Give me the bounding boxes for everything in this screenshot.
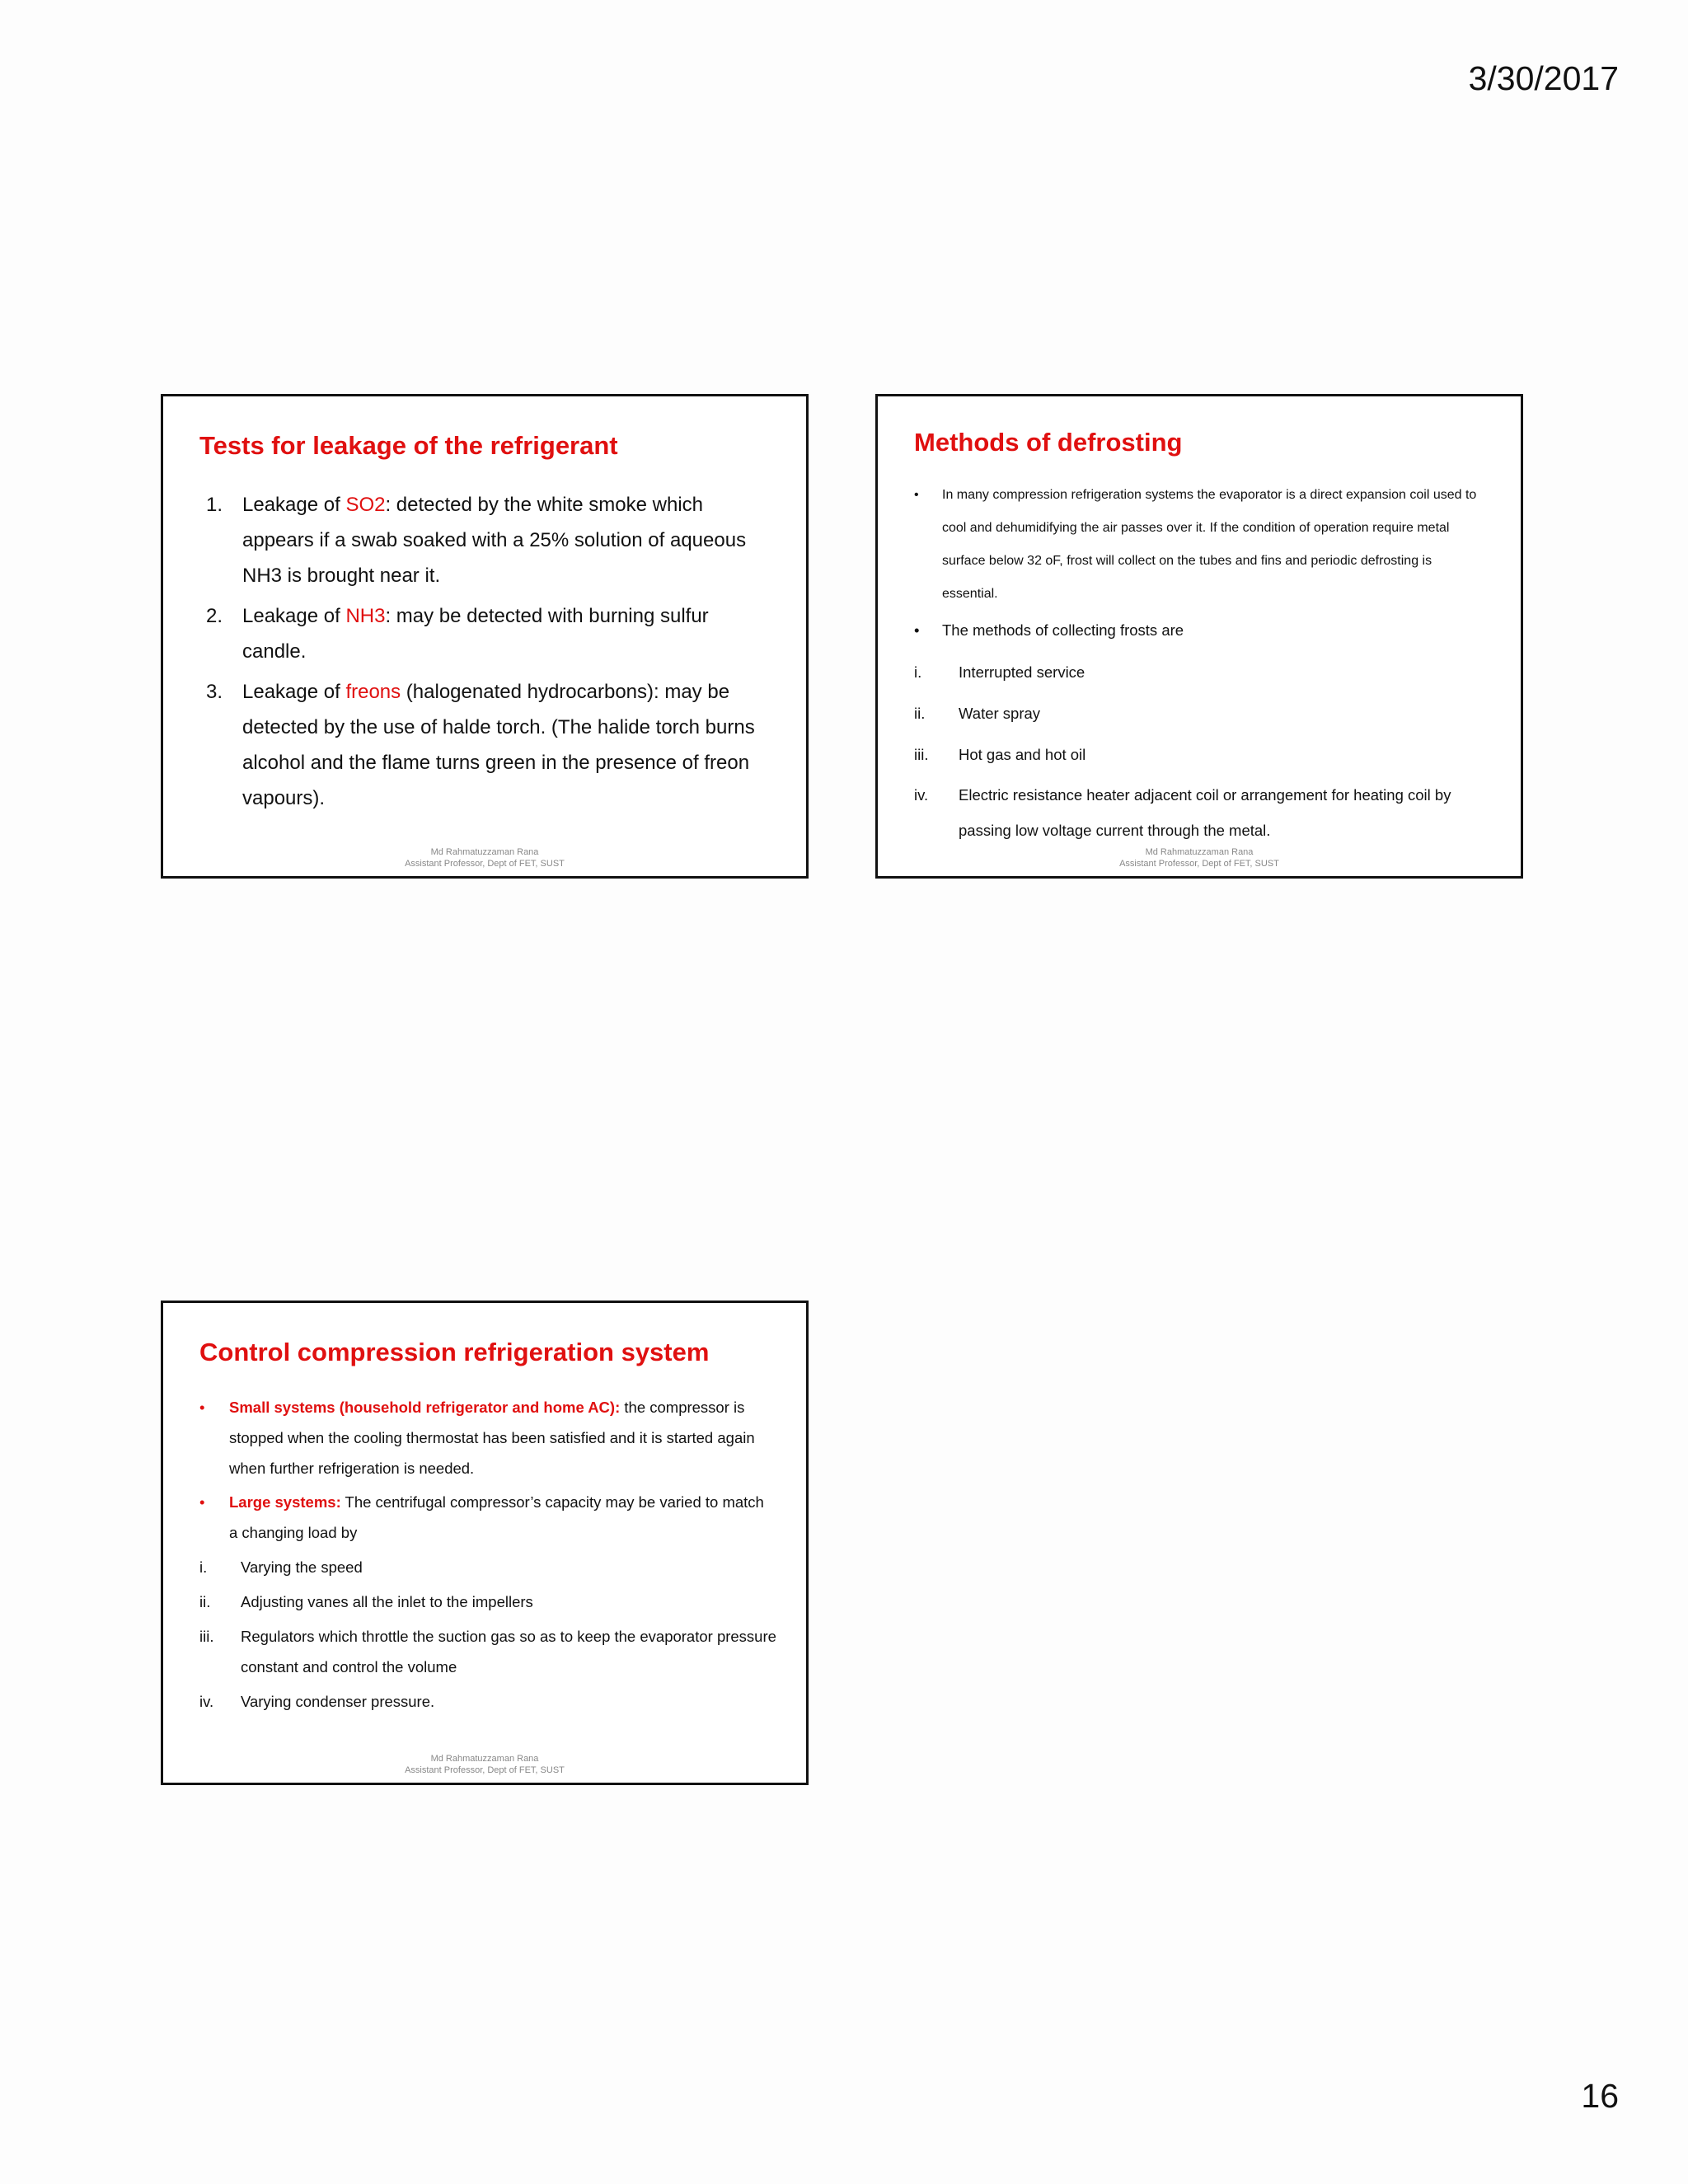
slide-title: Control compression refrigeration system [199, 1338, 710, 1366]
author-role: Assistant Professor, Dept of FET, SUST [405, 859, 565, 869]
item-number: iv. [914, 786, 929, 804]
bullet-label: Small systems (household refrigerator and home AC): [229, 1399, 621, 1416]
slide-footer [163, 1753, 806, 1776]
item-text: Leakage of NH3: may be detected with burning sulfur candle. [242, 605, 709, 663]
item-number: ii. [199, 1593, 211, 1610]
item-text: Leakage of freons (halogenated hydrocarbons): may be detected by the use of halde torch. (The halide torch burns alcohol and the flame turns green in the presence of freon vapours). [242, 681, 755, 809]
bullet-text: In many compression refrigeration systems the evaporator is a direct expansion coil used to cool and dehumidifying the air passes over it. If the condition of operation require metal surface below 32 oF, frost will collect on the tubes and fins and periodic defrosting is essential. [942, 488, 1477, 601]
slide-footer [163, 846, 806, 869]
leakage-test-list [206, 487, 775, 821]
bullet-item [199, 1392, 776, 1483]
item-number: iii. [914, 746, 929, 763]
method-item [914, 695, 1491, 733]
author-name: Md Rahmatuzzaman Rana [1145, 847, 1254, 857]
refrigerant-name: freons [345, 681, 401, 703]
bullet-item [914, 611, 1491, 650]
bullet-label: Large systems: [229, 1493, 341, 1511]
method-item [199, 1686, 776, 1717]
method-item [914, 777, 1491, 848]
list-item [206, 598, 775, 669]
method-item [199, 1621, 776, 1682]
author-role: Assistant Professor, Dept of FET, SUST [405, 1765, 565, 1775]
slide-body [199, 1392, 776, 1717]
item-text: Regulators which throttle the suction gas so as to keep the evaporator pressure constant and control the volume [241, 1628, 776, 1675]
list-item [206, 487, 775, 593]
method-item [914, 736, 1491, 774]
author-name: Md Rahmatuzzaman Rana [430, 1754, 539, 1764]
slide-title: Tests for leakage of the refrigerant [199, 431, 618, 460]
item-number: 1. [206, 494, 223, 516]
bullet-item [199, 1487, 776, 1548]
slide-title: Methods of defrosting [914, 428, 1183, 457]
item-number: i. [914, 663, 922, 681]
author-name: Md Rahmatuzzaman Rana [430, 847, 539, 857]
bullet-text: Small systems (household refrigerator and home AC): the compressor is stopped when the cooling thermostat has been satisfied and it is started again when further refrigeration is needed. [229, 1399, 755, 1477]
item-text: Electric resistance heater adjacent coil or arrangement for heating coil by passing low voltage current through the metal. [959, 786, 1451, 839]
item-text: Hot gas and hot oil [959, 746, 1086, 763]
bullet-text: Large systems: The centrifugal compressor’s capacity may be varied to match a changing load by [229, 1493, 764, 1541]
item-text: Leakage of SO2: detected by the white smoke which appears if a swab soaked with a 25% solution of aqueous NH3 is brought near it. [242, 494, 747, 587]
slide-body [914, 479, 1491, 848]
item-number: iv. [199, 1693, 214, 1710]
bullet-dot: • [914, 488, 919, 502]
bullet-text: The methods of collecting frosts are [942, 621, 1184, 639]
item-number: i. [199, 1558, 208, 1576]
list-item [206, 674, 775, 816]
item-text: Varying the speed [241, 1558, 363, 1576]
slide-leakage-tests [161, 394, 809, 879]
bullet-item [914, 479, 1491, 611]
bullet-dot: • [199, 1399, 205, 1416]
bullet-dot: • [914, 621, 920, 639]
item-number: 3. [206, 681, 223, 703]
slide-compression-control [161, 1301, 809, 1785]
item-number: 2. [206, 605, 223, 627]
item-number: ii. [914, 705, 926, 722]
method-item [199, 1586, 776, 1617]
item-text: Adjusting vanes all the inlet to the impellers [241, 1593, 533, 1610]
page-date: 3/30/2017 [1468, 59, 1619, 97]
slide-defrosting-methods [875, 394, 1523, 879]
refrigerant-name: SO2 [345, 494, 386, 516]
page-number: 16 [1581, 2077, 1619, 2115]
item-text: Water spray [959, 705, 1041, 722]
item-text: Interrupted service [959, 663, 1085, 681]
refrigerant-name: NH3 [345, 605, 386, 627]
method-item [199, 1552, 776, 1582]
author-role: Assistant Professor, Dept of FET, SUST [1119, 859, 1279, 869]
slide-footer [878, 846, 1521, 869]
method-item [914, 654, 1491, 691]
item-text: Varying condenser pressure. [241, 1693, 435, 1710]
bullet-dot: • [199, 1493, 205, 1511]
item-number: iii. [199, 1628, 214, 1645]
